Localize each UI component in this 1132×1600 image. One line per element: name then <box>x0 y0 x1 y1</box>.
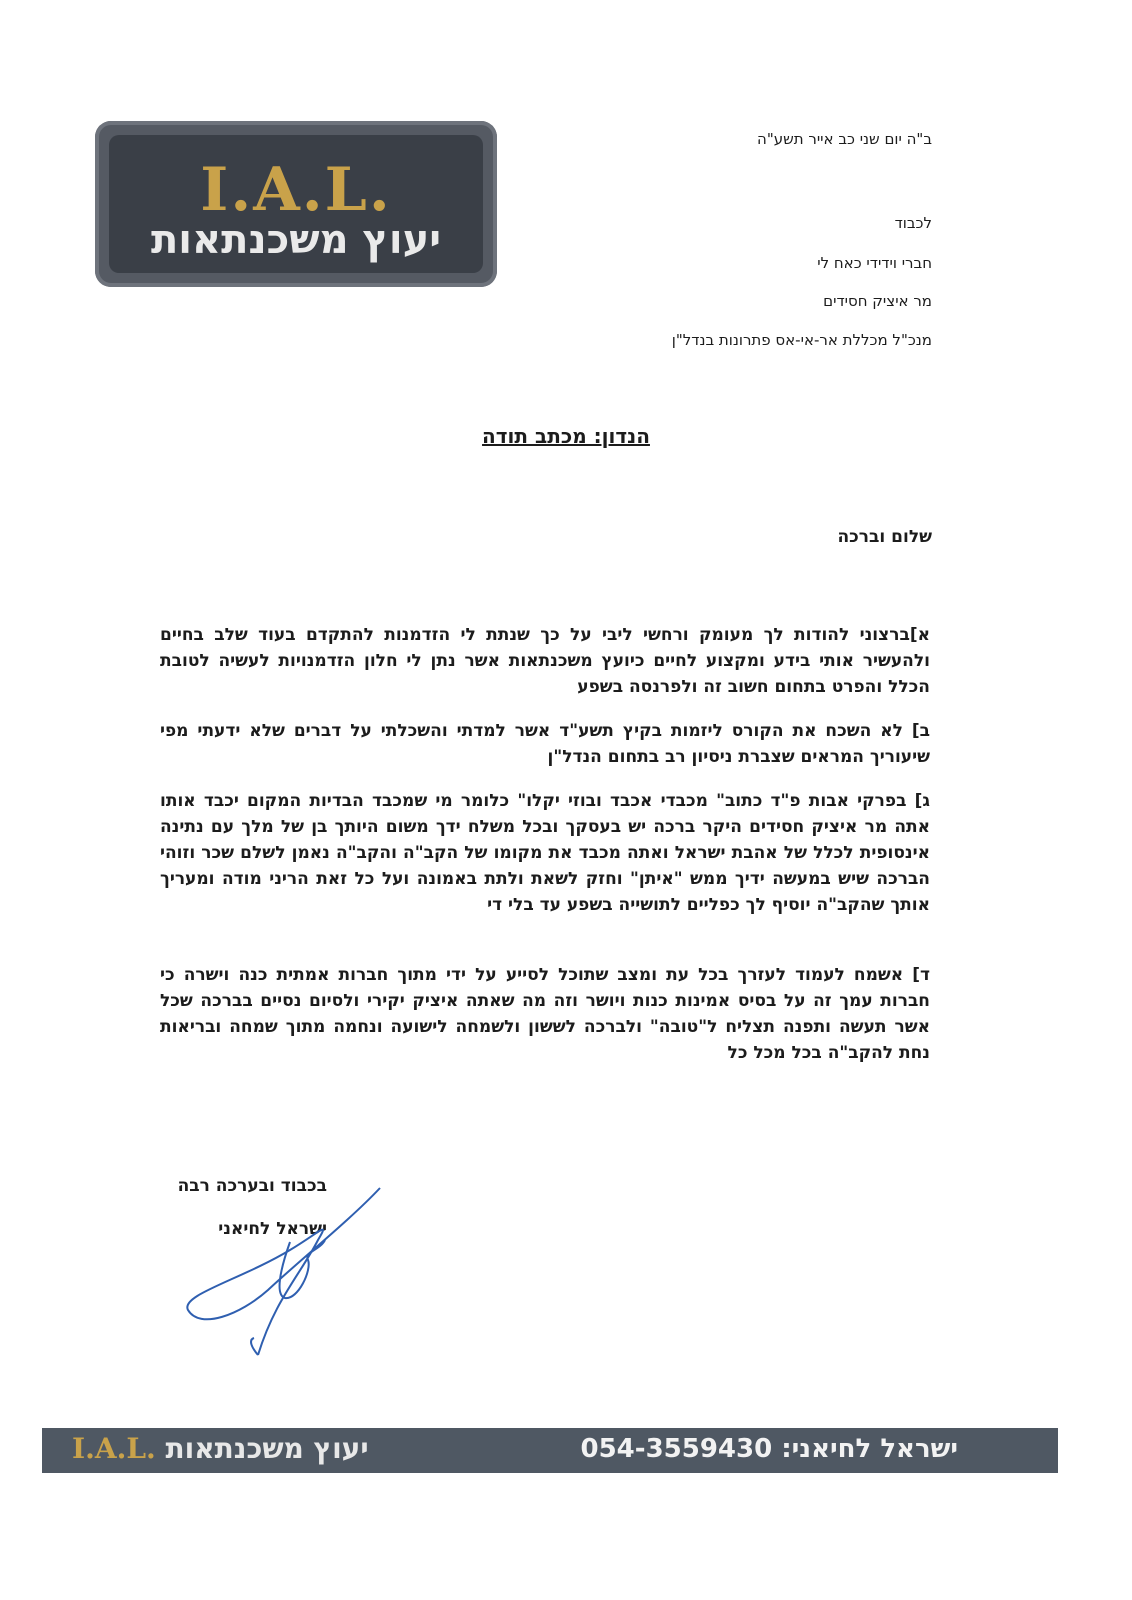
closing-regards: בכבוד ובערכה רבה <box>177 1176 327 1196</box>
letter-subject: הנדון: מכתב תודה <box>482 424 650 448</box>
letter-date: ב"ה יום שני כב אייר תשע"ה <box>757 130 932 148</box>
recipient-name: מר איציק חסידים <box>823 292 932 310</box>
logo-badge <box>109 135 483 273</box>
handwritten-signature <box>180 1180 390 1360</box>
paragraph-d: ד] אשמח לעמוד לעזרך בכל עת ומצב שתוכל לסייע על ידי מתוך חברות אמתית כנה וישרה כי חברות עמך זה על בסיס אמינות כנות ויושר וזה מה שאתה איציק יקירי ולסיום נסיים בברכה שכל אשר תעשה ותפנה תצליח ל"טובה" ולברכה לששון ולשמחה לישועה ונחמה מתוך שמחה ובריאות נחת להקב"ה בכל מכל כל <box>160 965 930 1063</box>
company-logo <box>95 121 497 287</box>
paragraph-c: ג] בפרקי אבות פ"ד כתוב" מכבדי אכבד ובוזי יקלו" כלומר מי שמכבד הבדיות המקום יכבד אותו אתה מר איציק חסידים היקר ברכה יש בעסקך ובכל משלח ידך משום היותך בן של מלך עם נתינה אינסופית לכלל של אהבת ישראל ואתה מכבד את מקומו של הקב"ה והקב"ה נאמן לשלם שכר וזוהי הברכה שיש במעשה ידיך ממש "איתן" וחזק לשאת ולתת באמונה ועל כל זאת הריני מודה ומעריך אותך שהקב"ה יוסיף לך כפליים לתושייה בשפע עד בלי די <box>160 791 930 915</box>
signer-name: ישראל לחיאני <box>218 1219 327 1239</box>
logo-latin-text: I.A.L. <box>200 155 392 225</box>
footer-bar <box>42 1428 1058 1473</box>
recipient-relation: חברי וידידי כאח לי <box>817 254 932 272</box>
paragraph-b: ב] לא השכח את הקורס ליזמות בקיץ תשע"ד אשר למדתי והשכלתי על דברים שלא ידעתי מפי שיעוריך המראים שצברת ניסיון רב בתחום הנדל"ן <box>160 721 930 767</box>
footer-logo-latin: I.A.L. <box>72 1432 156 1465</box>
letter-greeting: שלום וברכה <box>837 527 932 547</box>
paragraph-a: א]ברצוני להודות לך מעומק ורחשי ליבי על כך שנתת לי הזדמנות להתקדם בעוד שלב בחיים ולהעשיר אותי בידע ומקצוע לחיים כיועץ משכנתאות אשר נתן לי חלון הזדמנויות לעשיה לטובת הכלל והפרט בתחום חשוב זה ולפרנסה בשפע <box>160 625 930 697</box>
footer-logo-hebrew: יעוץ משכנתאות <box>165 1432 369 1465</box>
recipient-honorific: לכבוד <box>894 214 932 232</box>
logo-hebrew-text: יעוץ משכנתאות <box>150 217 442 263</box>
footer-logo <box>72 1432 369 1465</box>
recipient-title: מנכ"ל מכללת אר-אי-אס פתרונות בנדל"ן <box>671 331 932 349</box>
footer-contact: ישראל לחיאני: 054-3559430 <box>580 1434 958 1464</box>
